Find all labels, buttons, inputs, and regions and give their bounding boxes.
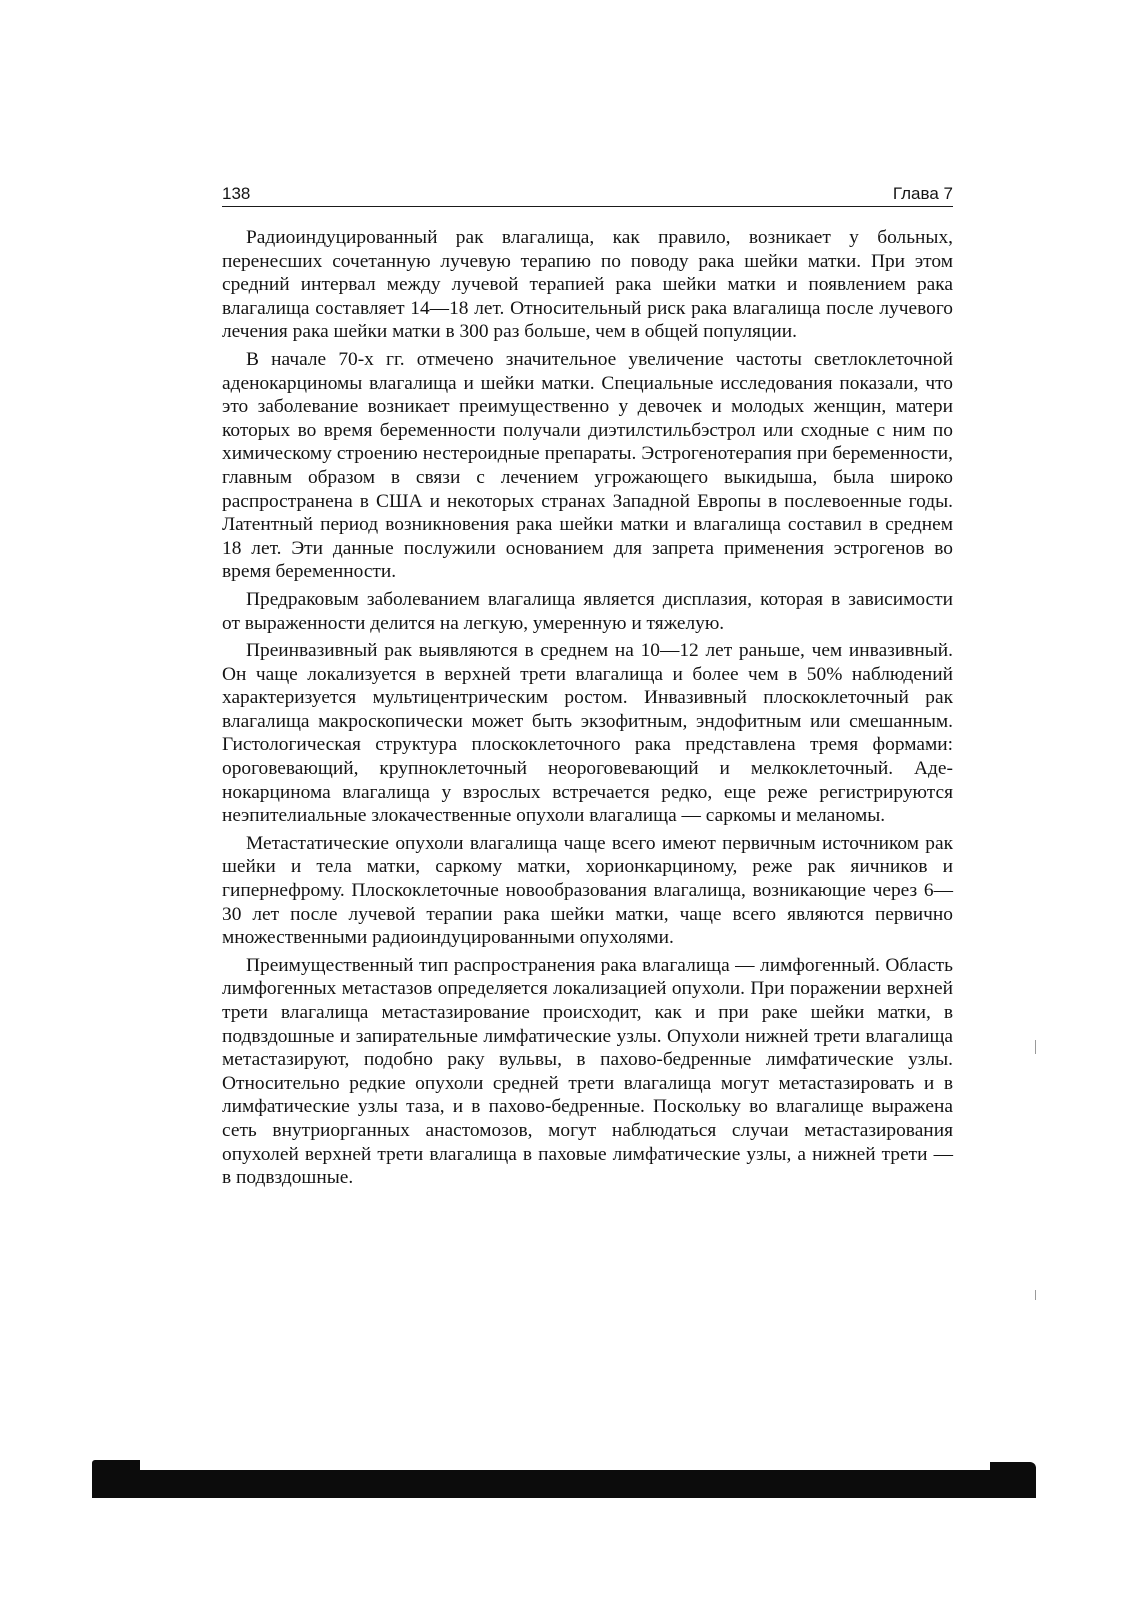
chapter-title: Глава 7 [892, 184, 953, 203]
page-header [222, 184, 953, 207]
paragraph: Радиоиндуцированный рак влагалища, как правило, возникает у больных, перенесших сочетанную лучевую терапию по поводу рака шейки матки. При этом средний интервал между лучевой терапией рака шейки матки и появлением рака влагалища составляет 14—18 лет. Относительный риск рака влагалища после лучевого лечения рака шейки матки в 300 раз больше, чем в общей популяции. [222, 227, 953, 343]
paragraph: Преинвазивный рак выявляются в среднем на 10—12 лет раньше, чем инвазивный. Он чаще локализуется в верхней трети влагалища и более чем в 50% наблюдений характеризуется мультицентрическим ростом. Инвазивный плоскоклеточный рак влагалища макроскопически может быть экзофитным, эндофитным или смешанным. Гистологическая структура плоскоклеточного рака представлена тремя формами: ороговевающий, крупноклеточный неороговевающий и мелкоклеточный. Аденокарцинома влагалища у взрослых встречается редко, еще реже регистрируются неэпителиальные злокачественные опухоли влагалища — саркомы и меланомы. [222, 640, 953, 827]
text-body [222, 226, 953, 1194]
page-number: 138 [222, 184, 251, 203]
scan-speck [1035, 1290, 1036, 1300]
scan-speck [1035, 1040, 1036, 1054]
paragraph: Предраковым заболеванием влагалища является дисплазия, которая в зависимости от выраженности делится на легкую, умеренную и тяжелую. [222, 588, 953, 634]
paragraph: Преимущественный тип распространения рака влагалища — лимфогенный. Область лимфогенных метастазов определяется локализацией опухоли. При поражении верхней трети влагалища метастазирование происходит, как и при раке шейки матки, в подвздошные и запирательные лимфатические узлы. Опухоли нижней трети влагалища метастазируют, подобно раку вульвы, в пахово-бедренные лимфатические узлы. Относительно редкие опухоли средней трети влагалища могут метастазировать и в лимфатические узлы таза, и в пахово-бедренные. Поскольку во влагалище выражена сеть внутриорганных анастомозов, могут наблюдаться случаи метастазирования опухолей верхней трети влагалища в паховые лимфатические узлы, а нижней трети — в подвздошные. [222, 954, 953, 1189]
paragraph: Метастатические опухоли влагалища чаще всего имеют первичным источником рак шейки и тела матки, саркому матки, хорионкарциному, реже рак яичников и гипернефрому. Плоскоклеточные новообразования влагалища, возникающие через 6—30 лет после лучевой терапии рака шейки матки, чаще всего являются первично множественными радиоиндуцированными опухолями. [222, 832, 953, 949]
scan-edge-shadow [92, 1470, 1036, 1498]
paragraph: В начале 70-х гг. отмечено значительное увеличение частоты светлоклеточной аденокарциномы влагалища и шейки матки. Специальные исследования показали, что это заболевание возникает преимущественно у девочек и молодых женщин, матери которых во время беременности получали диэтилстильбэстрол или сходные с ним по химическому строению нестероидные препараты. Эстрогенотерапия при беременности, главным образом в связи с лечением угрожающего выкидыша, была широко распространена в США и некоторых странах Западной Европы в послевоенные годы. Латентный период возникновения рака шейки матки и влагалища составил в среднем 18 лет. Эти данные послужили основанием для запрета применения эстрогенов во время беременности. [222, 348, 953, 583]
